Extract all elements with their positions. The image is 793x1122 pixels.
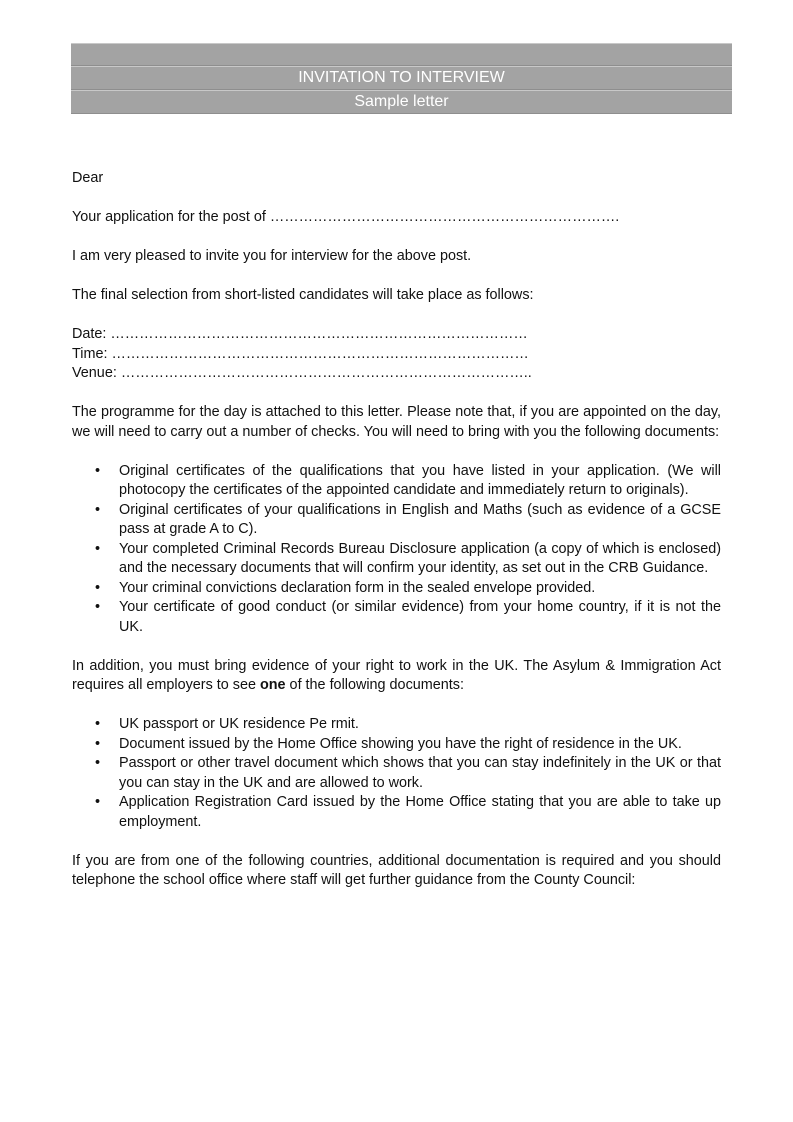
list-item: • Original certificates of your qualifications in English and Maths (such as evidence of a GCSE pass at grade A to C).: [95, 501, 721, 537]
countries-paragraph: If you are from one of the following countries, additional documentation is required and you should telephone the school office where staff will get further guidance from the County Council:: [72, 852, 721, 888]
programme-paragraph: The programme for the day is attached to this letter. Please note that, if you are appointed on the day, we will need to carry out a number of checks. You will need to bring with you the following documents:: [72, 404, 721, 440]
time-line: Time: ……………………………………………………………………………: [72, 345, 529, 362]
bullet-icon: •: [95, 735, 101, 752]
bullet-icon: •: [95, 755, 101, 771]
greeting: Dear: [72, 170, 104, 186]
emphasis-one: one: [259, 677, 286, 693]
letter-subtitle: Sample letter: [71, 90, 732, 114]
venue-line: Venue: …………………………………………………………………………..: [72, 365, 532, 381]
date-line: Date: ……………………………………………………………………………: [72, 326, 528, 342]
letter-title: INVITATION TO INTERVIEW: [71, 66, 732, 90]
bullet-icon: •: [95, 462, 101, 479]
list-item: • Original certificates of the qualifications that you have listed in your application. (We will photocopy the certificates of the appointed candidate and immediately return to originals).: [95, 462, 721, 498]
letter-header: [71, 43, 732, 114]
bullet-icon: •: [95, 794, 101, 810]
selection-line: The final selection from short-listed candidates will take place as follows:: [72, 287, 534, 303]
list-item: • Your completed Criminal Records Bureau Disclosure application (a copy of which is enclosed) and the necessary documents that will confirm your identity, as set out in the CRB Guidance.: [95, 540, 721, 576]
letter-body: [72, 169, 721, 891]
list-item: • Passport or other travel document which shows that you can stay indefinitely in the UK or that you can stay in the UK and are allowed to work.: [95, 755, 721, 791]
list-item: • UK passport or UK residence Pe rmit.: [72, 715, 721, 735]
bullet-icon: •: [95, 599, 101, 615]
list-item: • Your criminal convictions declaration form in the sealed envelope provided.: [72, 579, 721, 599]
invite-line: I am very pleased to invite you for interview for the above post.: [72, 248, 472, 264]
required-documents-list: [72, 462, 721, 638]
list-item: • Document issued by the Home Office showing you have the right of residence in the UK.: [72, 735, 721, 755]
bullet-icon: •: [95, 540, 101, 557]
bullet-icon: •: [95, 716, 101, 732]
post-line: Your application for the post of ……………………………………………………………….: [72, 209, 620, 225]
bullet-icon: •: [95, 501, 101, 518]
header-blank-band: [71, 43, 732, 66]
bullet-icon: •: [95, 579, 101, 596]
right-to-work-paragraph: In addition, you must bring evidence of your right to work in the UK. The Asylum & Immigration Act requires all employers to see one of the following documents:: [72, 657, 721, 693]
right-to-work-documents-list: [72, 715, 721, 832]
list-item: • Your certificate of good conduct (or similar evidence) from your home country, if it is not the UK.: [95, 599, 721, 635]
list-item: • Application Registration Card issued by the Home Office stating that you are able to take up employment.: [95, 794, 721, 830]
